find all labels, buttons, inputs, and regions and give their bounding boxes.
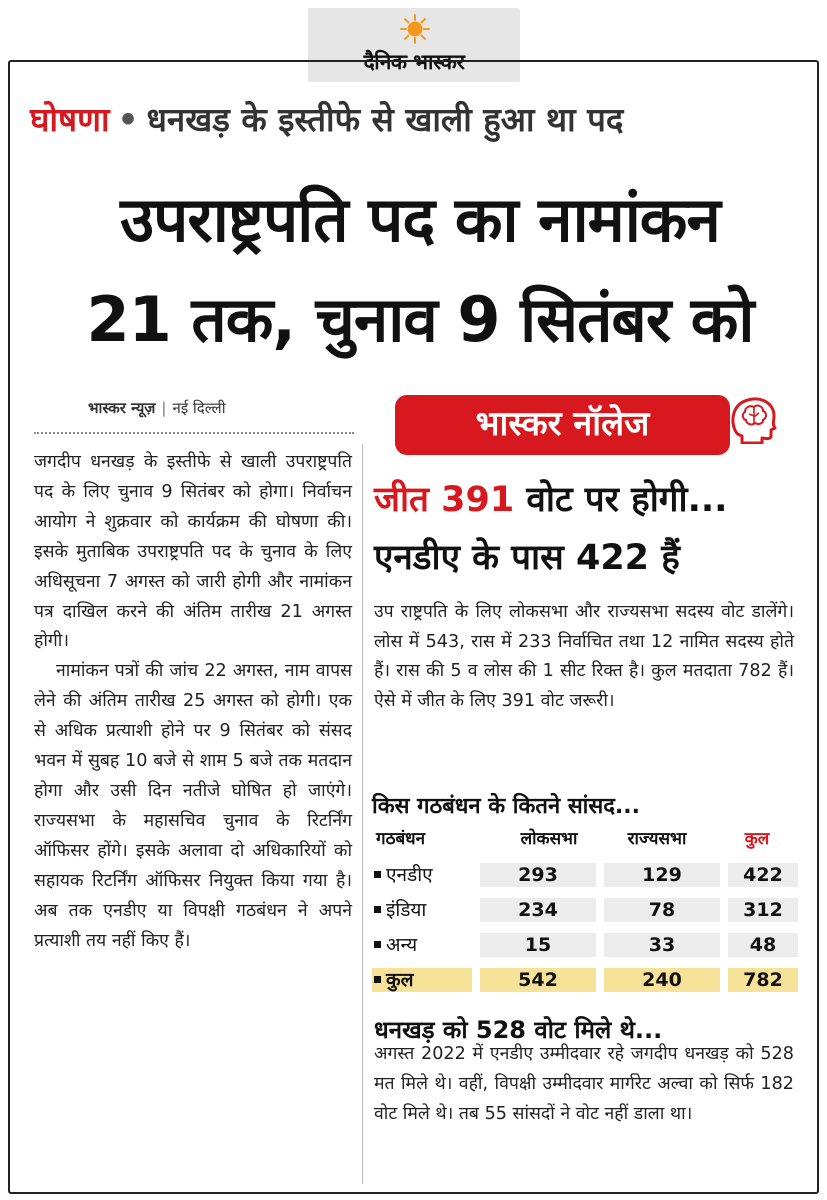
knowledge-banner: भास्कर नॉलेज bbox=[395, 395, 730, 455]
sun-logo-icon bbox=[400, 14, 430, 44]
table-row bbox=[372, 898, 802, 922]
table-cell-alliance-label: कुल bbox=[386, 969, 414, 991]
table-cell-total: 782 bbox=[728, 968, 798, 992]
article-paragraph-2: नामांकन पत्रों की जांच 22 अगस्त, नाम वापस लेने की अंतिम तारीख 25 अगस्त को होगी। एक से अधिक प्रत्याशी होने पर 9 सितंबर को संसद भवन में सुबह 10 बजे से शाम 5 बजे तक मतदान होगा और उसी दिन नतीजे घोषित हो जाएंगे। राज्यसभा के महासचिव चुनाव के रिटर्निंग ऑफिसर होंगे। इसके अलावा दो अधिकारियों को सहायक रिटर्निंग ऑफिसर नियुक्त किया गया है। अब तक एनडीए या विपक्षी गठबंधन ने अपने प्रत्याशी तय नहीं किए हैं। bbox=[34, 661, 352, 951]
kicker-text: धनखड़ के इस्तीफे से खाली हुआ था पद bbox=[146, 100, 624, 139]
byline-separator: | bbox=[161, 399, 167, 417]
knowledge-headline-1-rest: वोट पर होगी... bbox=[514, 480, 728, 520]
brain-head-icon bbox=[728, 392, 780, 444]
bullet-square-icon bbox=[374, 871, 381, 878]
table-row bbox=[372, 863, 802, 887]
article-body bbox=[34, 448, 352, 956]
kicker-label: घोषणा bbox=[30, 100, 110, 139]
kicker bbox=[30, 96, 810, 142]
article-paragraph-1: जगदीप धनखड़ के इस्तीफे से खाली उपराष्ट्रपति पद के लिए चुनाव 9 सितंबर को होगा। निर्वाचन आयोग ने शुक्रवार को कार्यक्रम की घोषणा की। इसके मुताबिक उपराष्ट्रपति पद के चुनाव के लिए अधिसूचना 7 अगस्त को जारी होगी और नामांकन पत्र दाखिल करने की अंतिम तारीख 21 अगस्त होगी। bbox=[34, 452, 352, 652]
knowledge-headline-1-highlight: जीत 391 bbox=[374, 480, 515, 520]
masthead-title: दैनिक भास्कर bbox=[363, 50, 465, 74]
table-cell-loksabha: 542 bbox=[480, 968, 596, 992]
column-divider bbox=[362, 444, 363, 1184]
bullet-square-icon bbox=[374, 976, 381, 983]
table-cell-loksabha: 234 bbox=[480, 898, 596, 922]
table-cell-alliance bbox=[372, 933, 472, 957]
table-cell-rajyasabha: 33 bbox=[604, 933, 720, 957]
table-cell-total: 48 bbox=[728, 933, 798, 957]
table-cell-rajyasabha: 240 bbox=[604, 968, 720, 992]
table-cell-alliance bbox=[372, 968, 472, 992]
knowledge-paragraph: उप राष्ट्रपति के लिए लोकसभा और राज्यसभा सदस्य वोट डालेंगे। लोस में 543, रास में 233 निर्वाचित तथा 12 नामित सदस्य होते हैं। रास की 5 व लोस की 1 सीट रिक्त है। कुल मतदाता 782 हैं। ऐसे में जीत के लिए 391 वोट जरूरी। bbox=[374, 602, 794, 711]
byline-city: नई दिल्ली bbox=[172, 399, 226, 417]
byline-divider bbox=[34, 432, 354, 434]
table-cell-total: 312 bbox=[728, 898, 798, 922]
kicker-separator: • bbox=[117, 100, 139, 139]
table-header-rajyasabha: राज्यसभा bbox=[627, 829, 687, 849]
table-header-alliance: गठबंधन bbox=[376, 829, 426, 849]
table-cell-alliance-label: अन्य bbox=[386, 934, 418, 956]
byline bbox=[88, 398, 226, 418]
table-cell-alliance bbox=[372, 898, 472, 922]
table-cell-alliance-label: इंडिया bbox=[386, 899, 427, 921]
table-header-row bbox=[372, 826, 802, 854]
subsection-headline: धनखड़ को 528 वोट मिले थे... bbox=[374, 1016, 663, 1044]
table-cell-loksabha: 15 bbox=[480, 933, 596, 957]
table-cell-alliance-label: एनडीए bbox=[386, 864, 433, 886]
table-header-loksabha: लोकसभा bbox=[520, 829, 578, 849]
byline-source: भास्कर न्यूज़ bbox=[88, 399, 156, 417]
headline-line-2: 21 तक, चुनाव 9 सितंबर को bbox=[86, 283, 754, 356]
table-header-total: कुल bbox=[744, 829, 770, 849]
knowledge-headline-1 bbox=[374, 476, 814, 524]
subsection-paragraph: अगस्त 2022 में एनडीए उम्मीदवार रहे जगदीप धनखड़ को 528 मत मिले थे। वहीं, विपक्षी उम्मीदवार मार्गरेट अल्वा को सिर्फ 182 वोट मिले थे। तब 55 सांसदों ने वोट नहीं डाला था। bbox=[374, 1044, 794, 1124]
table-title: किस गठबंधन के कितने सांसद... bbox=[372, 794, 641, 819]
table-cell-rajyasabha: 78 bbox=[604, 898, 720, 922]
bullet-square-icon bbox=[374, 906, 381, 913]
table-cell-alliance bbox=[372, 863, 472, 887]
table-cell-loksabha: 293 bbox=[480, 863, 596, 887]
headline-line-1: उपराष्ट्रपति पद का नामांकन bbox=[120, 183, 720, 256]
table-row bbox=[372, 933, 802, 957]
table-cell-rajyasabha: 129 bbox=[604, 863, 720, 887]
table-cell-total: 422 bbox=[728, 863, 798, 887]
knowledge-headline-2: एनडीए के पास 422 हैं bbox=[374, 538, 680, 578]
table-row-total bbox=[372, 968, 802, 992]
bullet-square-icon bbox=[374, 941, 381, 948]
